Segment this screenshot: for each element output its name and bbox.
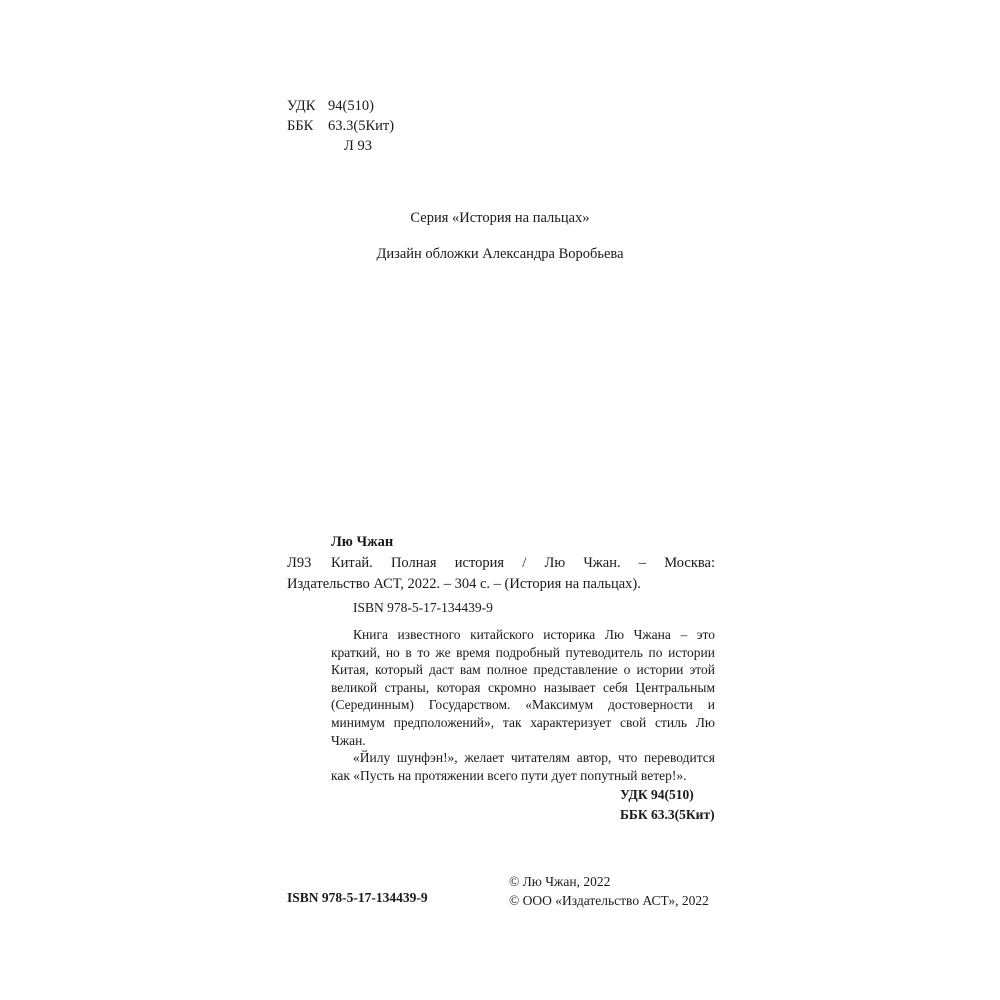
copyright-publisher: © ООО «Издательство АСТ», 2022	[509, 893, 709, 908]
bbc-bottom: ББК 63.3(5Кит)	[620, 807, 715, 822]
series-line: Серия «История на пальцах»	[410, 210, 590, 226]
bbc-label: ББК	[287, 118, 314, 134]
catalog-title-line-2: Издательство АСТ, 2022. – 304 с. – (История на пальцах).	[287, 576, 641, 592]
udc-bottom: УДК 94(510)	[620, 787, 694, 802]
cover-design-credit: Дизайн обложки Александра Воробьева	[376, 246, 624, 262]
annotation	[331, 626, 715, 784]
catalog-author: Лю Чжан	[331, 534, 394, 550]
udc-label: УДК	[287, 98, 316, 114]
author-sign: Л 93	[344, 138, 372, 154]
udc-value: 94(510)	[328, 98, 374, 114]
isbn-bottom: ISBN 978-5-17-134439-9	[287, 890, 428, 905]
catalog-shelf-code: Л93	[287, 555, 312, 571]
catalog-title-line-1: Китай. Полная история / Лю Чжан. – Москва:	[331, 555, 715, 571]
copyright-block	[509, 872, 709, 910]
classification-block-bottom	[620, 785, 715, 825]
annotation-paragraph: Книга известного китайского историка Лю Чжана – это краткий, но в то же время подробный путеводитель по истории Китая, который даст вам полное представление о истории этой великой страны, которая скромно называет себя Центральным (Серединным) Государством. «Максимум достоверности и минимум предположений», так характеризует свой стиль Лю Чжан.	[331, 627, 715, 748]
bbc-value: 63.3(5Кит)	[328, 118, 395, 134]
copyright-author: © Лю Чжан, 2022	[509, 874, 611, 889]
annotation-paragraph: «Йилу шунфэн!», желает читателям автор, что переводится как «Пусть на протяжении всего пути дует попутный ветер!».	[331, 750, 715, 783]
catalog-isbn: ISBN 978-5-17-134439-9	[353, 600, 493, 615]
